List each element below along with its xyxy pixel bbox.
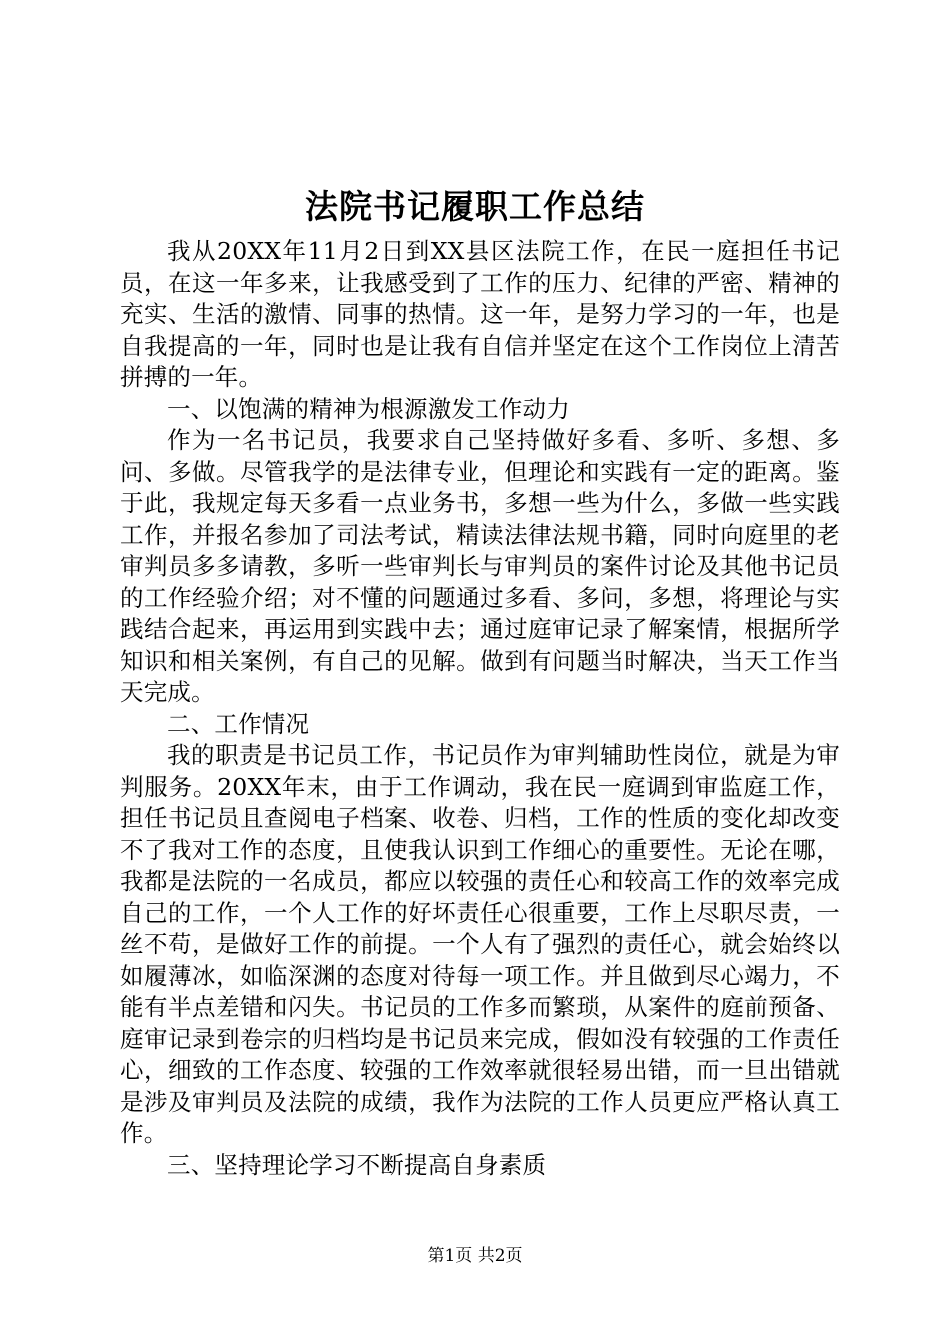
section-heading-1: 一、以饱满的精神为根源激发工作动力 [167, 394, 570, 423]
paragraph-section-1: 作为一名书记员，我要求自己坚持做好多看、多听、多想、多问、多做。尽管我学的是法律专业，但理论和实践有一定的距离。鉴于此，我规定每天多看一点业务书，多想一些为什么，多做一些实践工作，并报名参加了司法考试，精读法律法规书籍，同时向庭里的老审判员多多请教，多听一些审判长与审判员的案件讨论及其他书记员的工作经验介绍；对不懂的问题通过多看、多问，多想，将理论与实践结合起来，再运用到实践中去；通过庭审记录了解案情，根据所学知识和相关案例，有自己的见解。做到有问题当时解决，当天工作当天完成。 [120, 426, 840, 706]
page-footer: 第1页 共2页 [427, 1246, 523, 1266]
document-body [120, 236, 840, 1181]
section-heading-2: 二、工作情况 [167, 709, 310, 738]
paragraph-section-2: 我的职责是书记员工作，书记员作为审判辅助性岗位，就是为审判服务。20XX年末，由于工作调动，我在民一庭调到审监庭工作，担任书记员且查阅电子档案、收卷、归档，工作的性质的变化却改变不了我对工作的态度，且使我认识到工作细心的重要性。无论在哪，我都是法院的一名成员，都应以较强的责任心和较高工作的效率完成自己的工作，一个人工作的好坏责任心很重要，工作上尽职尽责，一丝不苟，是做好工作的前提。一个人有了强烈的责任心，就会始终以如履薄冰，如临深渊的态度对待每一项工作。并且做到尽心竭力，不能有半点差错和闪失。书记员的工作多而繁琐，从案件的庭前预备、庭审记录到卷宗的归档均是书记员来完成，假如没有较强的工作责任心，细致的工作态度、较强的工作效率就很轻易出错，而一旦出错就是涉及审判员及法院的成绩，我作为法院的工作人员更应严格认真工作。 [120, 741, 840, 1147]
section-heading-3: 三、坚持理论学习不断提高自身素质 [167, 1150, 547, 1179]
document-title: 法院书记履职工作总结 [305, 187, 645, 226]
paragraph-intro: 我从20XX年11月2日到XX县区法院工作，在民一庭担任书记员，在这一年多来，让我感受到了工作的压力、纪律的严密、精神的充实、生活的激情、同事的热情。这一年，是努力学习的一年，也是自我提高的一年，同时也是让我有自信并坚定在这个工作岗位上清苦拼搏的一年。 [120, 237, 840, 391]
